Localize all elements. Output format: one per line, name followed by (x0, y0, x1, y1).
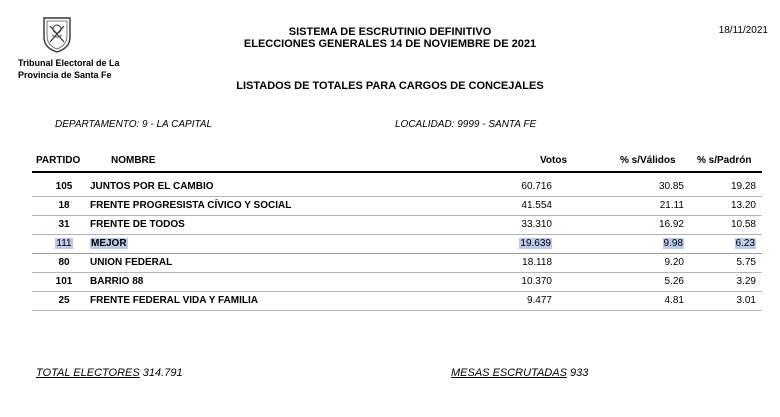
localidad-label: LOCALIDAD: 9999 - SANTA FE (395, 119, 537, 130)
col-header-votos: Votos (540, 155, 568, 166)
votos-cell: 33.310 (521, 219, 552, 230)
election-title: ELECCIONES GENERALES 14 DE NOVIEMBRE DE 2021 (243, 38, 537, 50)
nombre-cell: UNION FEDERAL (90, 257, 173, 268)
org-line-2: Provincia de Santa Fe (18, 70, 112, 80)
total-electores (36, 367, 183, 379)
padron-cell: 10.58 (730, 219, 756, 230)
validos-cell: 9.20 (664, 257, 684, 268)
padron-cell: 19.28 (730, 181, 756, 192)
system-title: SISTEMA DE ESCRUTINIO DEFINITIVO (288, 26, 492, 38)
partido-cell: 105 (55, 181, 73, 192)
table-row-selected (32, 234, 762, 254)
nombre-cell: JUNTOS POR EL CAMBIO (90, 181, 214, 192)
partido-cell: 111 (56, 238, 72, 249)
votos-cell: 9.477 (526, 295, 552, 306)
padron-cell: 13.20 (730, 200, 756, 211)
partido-cell: 18 (58, 200, 70, 211)
col-header-padron: % s/Padrón (697, 155, 752, 166)
table-row (32, 253, 762, 273)
validos-cell: 21.11 (659, 200, 684, 211)
nombre-cell: FRENTE FEDERAL VIDA Y FAMILIA (90, 295, 258, 306)
padron-cell: 5.75 (736, 257, 756, 268)
report-date: 18/11/2021 (718, 25, 768, 36)
padron-cell: 6.23 (735, 238, 755, 249)
validos-cell: 30.85 (658, 181, 684, 192)
votos-cell: 19.639 (520, 238, 551, 249)
nombre-cell: FRENTE PROGRESISTA CÍVICO Y SOCIAL (90, 200, 292, 211)
table-row (32, 196, 762, 216)
padron-cell: 3.01 (736, 295, 756, 306)
votos-cell: 60.716 (521, 181, 552, 192)
total-electores-label: TOTAL ELECTORES (36, 367, 140, 379)
partido-cell: 31 (58, 219, 70, 230)
col-header-nombre: NOMBRE (111, 155, 156, 166)
mesas-escrutadas-value: 933 (570, 367, 589, 379)
validos-cell: 9.98 (663, 238, 683, 249)
validos-cell: 16.92 (658, 219, 684, 230)
validos-cell: 5.26 (664, 276, 684, 287)
col-header-validos: % s/Válidos (620, 155, 676, 166)
nombre-cell: MEJOR (91, 238, 127, 249)
total-electores-value: 314.791 (142, 367, 183, 379)
mesas-escrutadas-label: MESAS ESCRUTADAS (451, 367, 567, 379)
header-rule (32, 171, 762, 173)
departamento-label: DEPARTAMENTO: 9 - LA CAPITAL (55, 119, 213, 130)
partido-cell: 25 (58, 295, 70, 306)
votos-cell: 18.118 (522, 257, 552, 268)
table-row (32, 215, 762, 235)
organization-name (18, 57, 138, 81)
padron-cell: 3.29 (736, 276, 756, 287)
provincial-seal-icon (40, 15, 74, 53)
table-row (32, 291, 762, 311)
validos-cell: 4.81 (664, 295, 684, 306)
org-line-1: Tribunal Electoral de La (18, 58, 120, 68)
table-row (32, 177, 762, 197)
nombre-cell: FRENTE DE TODOS (90, 219, 185, 230)
table-row (32, 272, 762, 292)
nombre-cell: BARRIO 88 (90, 276, 144, 287)
col-header-partido: PARTIDO (36, 155, 81, 166)
mesas-escrutadas (451, 367, 588, 379)
listing-title: LISTADOS DE TOTALES PARA CARGOS DE CONCEJALES (236, 80, 544, 92)
partido-cell: 80 (58, 257, 70, 268)
votos-cell: 41.554 (521, 200, 552, 211)
partido-cell: 101 (55, 276, 73, 287)
votos-cell: 10.370 (521, 276, 552, 287)
